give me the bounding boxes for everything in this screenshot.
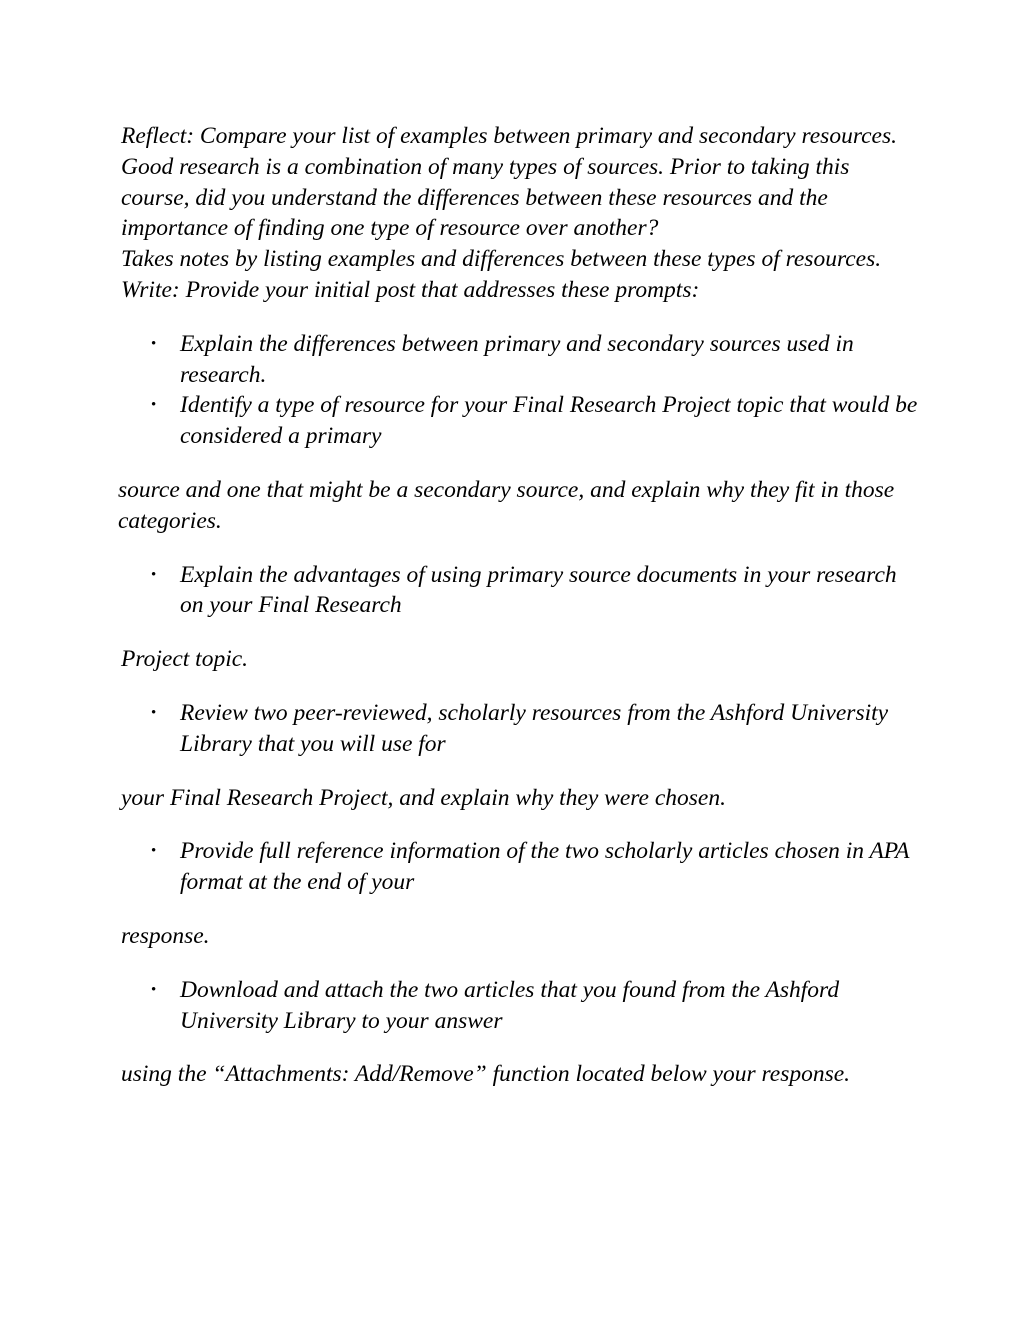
- document-page: [118, 121, 921, 1113]
- bullet-dot: •: [151, 704, 157, 721]
- bullet-list: [121, 836, 921, 898]
- intro-block: [121, 121, 921, 306]
- reflect-paragraph: Reflect: Compare your list of examples between primary and secondary resources. Good research is a combination of many types of sources. Prior to taking this course, did you understand the differences between these resources and the importance of finding one type of resource over another?: [121, 123, 897, 242]
- bullet-text: Identify a type of resource for your Final Research Project topic that would be considered a primary: [180, 392, 918, 450]
- bullet-dot: •: [151, 397, 157, 414]
- bullet-item: [121, 975, 921, 1037]
- notes-paragraph: Takes notes by listing examples and differences between these types of resources.: [121, 246, 882, 273]
- bullet-item: [121, 390, 921, 452]
- bullet-text: Explain the differences between primary and secondary sources used in research.: [180, 330, 854, 388]
- bullet-dot: •: [151, 335, 157, 352]
- bullet-list: [121, 329, 921, 452]
- bullet-dot: •: [151, 843, 157, 860]
- bullet-list: [121, 975, 921, 1037]
- continuation-paragraph: Project topic.: [121, 646, 249, 673]
- continuation-paragraph: source and one that might be a secondary source, and explain why they fit in those categories.: [118, 476, 895, 534]
- continuation-paragraph: using the “Attachments: Add/Remove” function located below your response.: [121, 1061, 851, 1088]
- bullet-item: [121, 698, 921, 760]
- bullet-item: [121, 836, 921, 898]
- bullet-item: [121, 329, 921, 391]
- bullet-text: Review two peer-reviewed, scholarly resources from the Ashford University Library that you will use for: [180, 699, 889, 757]
- continuation-paragraph: your Final Research Project, and explain why they were chosen.: [121, 784, 726, 811]
- continuation-paragraph: response.: [121, 922, 210, 949]
- bullet-item: [121, 560, 921, 622]
- bullet-text: Provide full reference information of the two scholarly articles chosen in APA format at the end of your: [180, 838, 910, 896]
- write-paragraph: Write: Provide your initial post that addresses these prompts:: [121, 276, 700, 303]
- bullet-text: Download and attach the two articles that you found from the Ashford University Library to your answer: [180, 976, 840, 1034]
- bullet-list: [121, 560, 921, 622]
- bullet-list: [121, 698, 921, 760]
- bullet-dot: •: [151, 981, 157, 998]
- bullet-dot: •: [151, 566, 157, 583]
- bullet-text: Explain the advantages of using primary source documents in your research on your Final Research: [180, 561, 897, 619]
